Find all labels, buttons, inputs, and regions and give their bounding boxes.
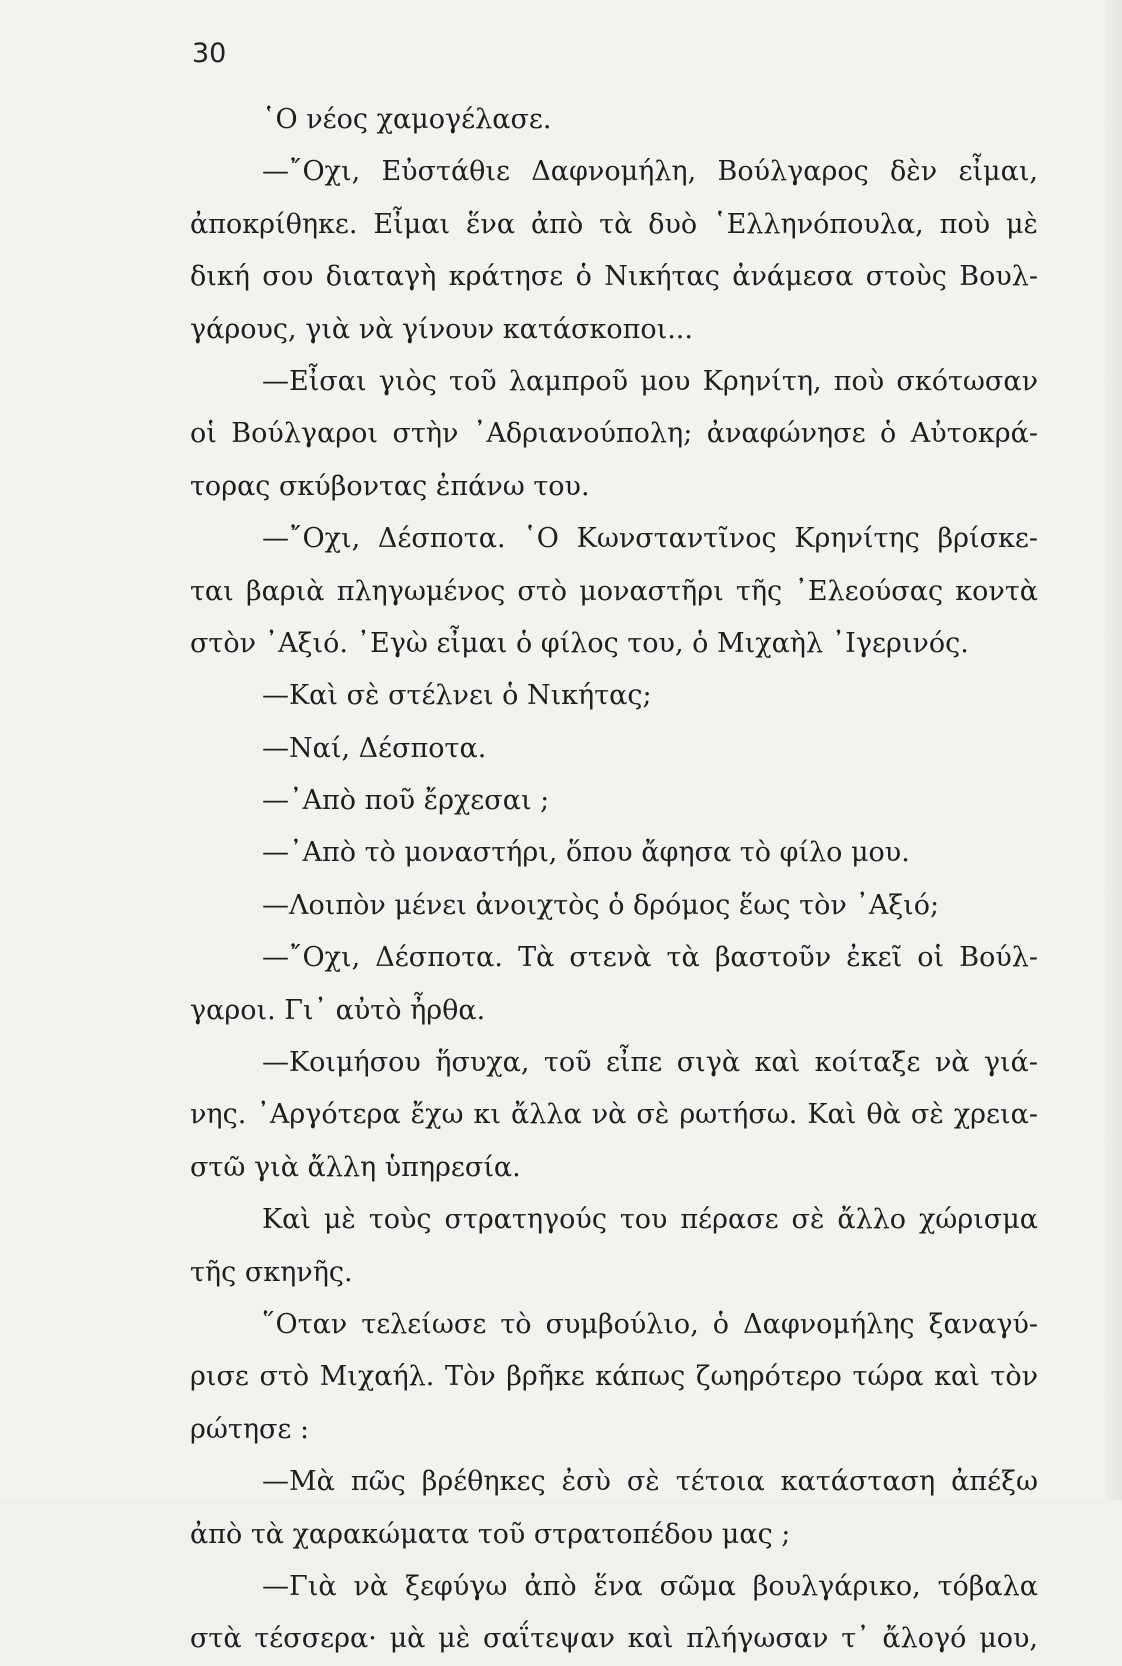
text-line: —Μὰ πῶς βρέθηκες ἐσὺ σὲ τέτοια κατάσταση ἀπέξω — [262, 1466, 1038, 1498]
text-line: —῎Οχι, Δέσποτα. Τὰ στενὰ τὰ βαστοῦν ἐκεῖ οἱ Βούλ- — [262, 942, 1038, 974]
text-line: —᾿Απὸ τὸ μοναστήρι, ὅπου ἄφησα τὸ φίλο μου. — [262, 837, 910, 869]
text-line: —Λοιπὸν μένει ἀνοιχτὸς ὁ δρόμος ἕως τὸν ᾿Αξιό; — [262, 889, 940, 921]
text-line: —Γιὰ νὰ ξεφύγω ἀπὸ ἕνα σῶμα βουλγάρικο, τόβαλα — [262, 1570, 1038, 1602]
text-line: —᾿Απὸ ποῦ ἔρχεσαι ; — [262, 785, 550, 817]
text-line: τῆς σκηνῆς. — [190, 1256, 353, 1288]
page-number: 30 — [192, 38, 227, 69]
text-line: στὰ τέσσερα· μὰ μὲ σαΐτεψαν καὶ πλήγωσαν τ᾿ ἄλογό μου, — [190, 1623, 1038, 1655]
text-line: —῎Οχι, Εὐστάθιε Δαφνομήλη, Βούλγαρος δὲν εἶμαι, — [262, 156, 1038, 188]
text-line: γαροι. Γι᾿ αὐτὸ ἦρθα. — [190, 994, 486, 1026]
text-line: —Εἶσαι γιὸς τοῦ λαμπροῦ μου Κρηνίτη, ποὺ σκότωσαν — [262, 365, 1038, 397]
text-line: ρώτησε : — [190, 1413, 310, 1445]
text-line: —Ναί, Δέσποτα. — [262, 732, 487, 764]
text-line: ἀπὸ τὰ χαρακώματα τοῦ στρατοπέδου μας ; — [190, 1518, 791, 1550]
page-edge-shadow — [1105, 0, 1122, 1500]
text-line: ται βαριὰ πληγωμένος στὸ μοναστῆρι τῆς ᾿Ελεούσας κοντὰ — [190, 575, 1038, 607]
text-line: ρισε στὸ Μιχαήλ. Τὸν βρῆκε κάπως ζωηρότερο τώρα καὶ τὸν — [190, 1361, 1038, 1393]
text-line: Καὶ μὲ τοὺς στρατηγούς του πέρασε σὲ ἄλλο χώρισμα — [262, 1204, 1038, 1236]
text-line: —῎Οχι, Δέσποτα. ῾Ο Κωνσταντῖνος Κρηνίτης βρίσκε- — [262, 523, 1038, 555]
text-line: ῞Οταν τελείωσε τὸ συμβούλιο, ὁ Δαφνομήλης ξαναγύ- — [262, 1308, 1038, 1340]
text-line: ῾Ο νέος χαμογέλασε. — [262, 104, 552, 135]
text-line: γάρους, γιὰ νὰ γίνουν κατάσκοποι... — [190, 313, 693, 345]
text-line: στὸν ᾿Αξιό. ᾿Εγὼ εἶμαι ὁ φίλος του, ὁ Μιχαὴλ ᾿Ιγερινός. — [190, 627, 969, 659]
text-line: δική σου διαταγὴ κράτησε ὁ Νικήτας ἀνάμεσα στοὺς Βουλ- — [190, 261, 1038, 293]
text-line: —Κοιμήσου ἥσυχα, τοῦ εἶπε σιγὰ καὶ κοίταξε νὰ γιά- — [262, 1047, 1038, 1079]
text-line: στῶ γιὰ ἄλλη ὑπηρεσία. — [190, 1151, 521, 1183]
page-text — [190, 94, 1038, 1666]
text-line: οἱ Βούλγαροι στὴν ᾿Αδριανούπολη; ἀναφώνησε ὁ Αὐτοκρά- — [190, 418, 1038, 450]
text-line: νης. ᾿Αργότερα ἔχω κι ἄλλα νὰ σὲ ρωτήσω. Καὶ θὰ σὲ χρεια- — [190, 1099, 1038, 1131]
text-line: —Καὶ σὲ στέλνει ὁ Νικήτας; — [262, 680, 652, 712]
text-line: τορας σκύβοντας ἐπάνω του. — [190, 470, 590, 502]
text-line: ἀποκρίθηκε. Εἶμαι ἕνα ἀπὸ τὰ δυὸ ῾Ελληνόπουλα, ποὺ μὲ — [190, 208, 1038, 240]
